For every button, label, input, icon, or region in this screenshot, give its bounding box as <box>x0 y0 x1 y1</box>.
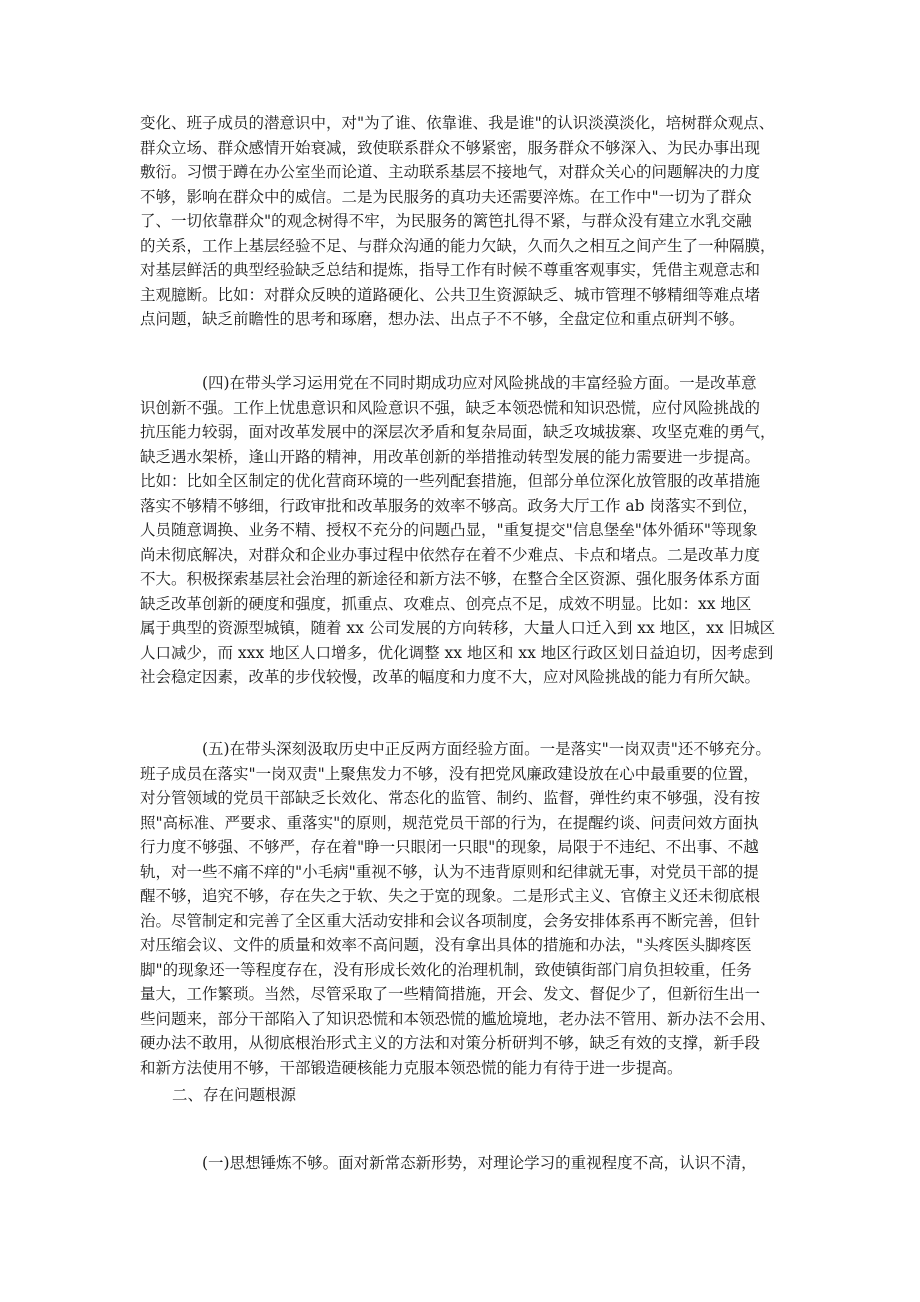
text-line: 人员随意调换、业务不精、授权不充分的问题凸显，"重复提交"信息堡垒"体外循环"等现象 <box>140 521 758 539</box>
paragraph-continuation <box>140 111 800 332</box>
text-line: 照"高标准、严要求、重落实"的原则，规范党员干部的行为，在提醒约谈、问责问效方面执 <box>140 813 759 832</box>
text-line: 属于典型的资源型城镇，随着 xx 公司发展的方向转移，大量人口迁入到 xx 地区，xx 旧城区 <box>140 619 776 637</box>
text-line: 些问题来，部分干部陷入了知识恐慌和本领恐慌的尴尬境地，老办法不管用、新办法不会用、 <box>140 1009 776 1028</box>
text-line: 轨，对一些不痛不痒的"小毛病"重视不够，认为不违背原则和纪律就无事，对党员干部的提 <box>140 862 759 881</box>
text-line: 变化、班子成员的潜意识中，对"为了谁、依靠谁、我是谁"的认识淡漠淡化，培树群众观点、 <box>140 114 775 132</box>
text-line: 不够，影响在群众中的威信。二是为民服务的真功夫还需要淬炼。在工作中"一切为了群众 <box>140 187 752 206</box>
text-line: 缺乏改革创新的硬度和强度，抓重点、攻难点、创亮点不足，成效不明显。比如：xx 地区 <box>140 594 752 613</box>
paragraph-root-one <box>140 1151 800 1176</box>
text-line: 班子成员在落实"一岗双责"上聚焦发力不够，没有把党风廉政建设放在心中最重要的位置， <box>140 764 759 783</box>
text-line: 治。尽管制定和完善了全区重大活动安排和会议各项制度，会务安排体系再不断完善，但针 <box>140 911 761 930</box>
text-line: 脚"的现象还一等程度存在，没有形成长效化的治理机制，致使镇街部门肩负担较重，任务 <box>140 960 752 979</box>
text-line: 不大。积极探索基层社会治理的新途径和新方法不够，在整合全区资源、强化服务体系方面 <box>140 570 761 588</box>
text-line: 敷衍。习惯于蹲在办公室坐而论道、主动联系基层不接地气，对群众关心的问题解决的力度 <box>140 163 761 181</box>
section-heading: 二、存在问题根源 <box>172 1086 297 1104</box>
paragraph-four <box>140 371 800 690</box>
text-line: 社会稳定因素，改革的步伐较慢，改革的幅度和力度不大，应对风险挑战的能力有所欠缺。 <box>140 668 761 686</box>
text-line: (四)在带头学习运用党在不同时期成功应对风险挑战的丰富经验方面。一是改革意 <box>202 374 757 392</box>
text-line: 抗压能力较弱，面对改革发展中的深层次矛盾和复杂局面，缺乏攻城拔寨、攻坚克难的勇气， <box>140 423 776 441</box>
text-line: 点问题，缺乏前瞻性的思考和琢磨，想办法、出点子不不够，全盘定位和重点研判不够。 <box>140 310 745 328</box>
text-line: 对分管领域的党员干部缺乏长效化、常态化的监管、制约、监督，弹性约束不够强，没有按 <box>140 789 761 807</box>
text-line: 落实不够精不够细，行政审批和改革服务的效率不够高。政务大厅工作 ab 岗落实不到位， <box>140 496 759 515</box>
text-line: 缺乏遇水架桥，逢山开路的精神，用改革创新的举措推动转型发展的能力需要进一步提高。 <box>140 447 761 466</box>
text-line: 识创新不强。工作上忧患意识和风险意识不强，缺乏本领恐慌和知识恐慌，应付风险挑战的 <box>140 398 761 417</box>
text-line: 硬办法不敢用，从彻底根治形式主义的方法和对策分析研判不够，缺乏有效的支撑，新手段 <box>140 1034 761 1052</box>
text-line: 行力度不够强、不够严，存在着"睁一只眼闭一只眼"的现象，局限于不违纪、不出事、不越 <box>140 838 759 856</box>
text-line: 和新方法使用不够，干部锻造硬核能力克服本领恐慌的能力有待于进一步提高。 <box>140 1058 683 1077</box>
text-line: 醒不够，追究不够，存在失之于软、失之于宽的现象。二是形式主义、官僚主义还未彻底根 <box>140 887 761 905</box>
text-line: 对压缩会议、文件的质量和效率不高问题，没有拿出具体的措施和办法，"头疼医头脚疼医 <box>140 936 752 954</box>
text-line: 尚未彻底解决，对群众和企业办事过程中依然存在着不少难点、卡点和堵点。二是改革力度 <box>140 545 761 564</box>
text-line: 比如：比如全区制定的优化营商环境的一些列配套措施，但部分单位深化放管服的改革措施 <box>140 472 761 490</box>
text-line: 人口减少，而 xxx 地区人口增多，优化调整 xx 地区和 xx 地区行政区划日益迫切，因考虑到 <box>140 643 774 662</box>
text-line: 量大，工作繁琐。当然，尽管采取了一些精简措施，开会、发文、督促少了，但新衍生出一 <box>140 985 761 1003</box>
text-line: (一)思想锤炼不够。面对新常态新形势，对理论学习的重视程度不高，认识不清， <box>202 1154 757 1172</box>
text-line: 了、一切依靠群众"的观念树得不牢，为民服务的篱笆扎得不紧，与群众没有建立水乳交融 <box>140 212 752 230</box>
paragraph-five <box>140 737 800 1080</box>
text-line: (五)在带头深刻汲取历史中正反两方面经验方面。一是落实"一岗双责"还不够充分。 <box>202 740 771 758</box>
text-line: 主观臆断。比如：对群众反映的道路硬化、公共卫生资源缺乏、城市管理不够精细等难点堵 <box>140 285 761 304</box>
text-line: 对基层鲜活的典型经验缺乏总结和提炼，指导工作有时候不尊重客观事实，凭借主观意志和 <box>140 261 761 279</box>
section-heading-two <box>140 1083 800 1108</box>
text-line: 的关系，工作上基层经验不足、与群众沟通的能力欠缺，久而久之相互之间产生了一种隔膜， <box>140 236 776 255</box>
text-line: 群众立场、群众感情开始衰减，致使联系群众不够紧密，服务群众不够深入、为民办事出现 <box>140 138 761 157</box>
